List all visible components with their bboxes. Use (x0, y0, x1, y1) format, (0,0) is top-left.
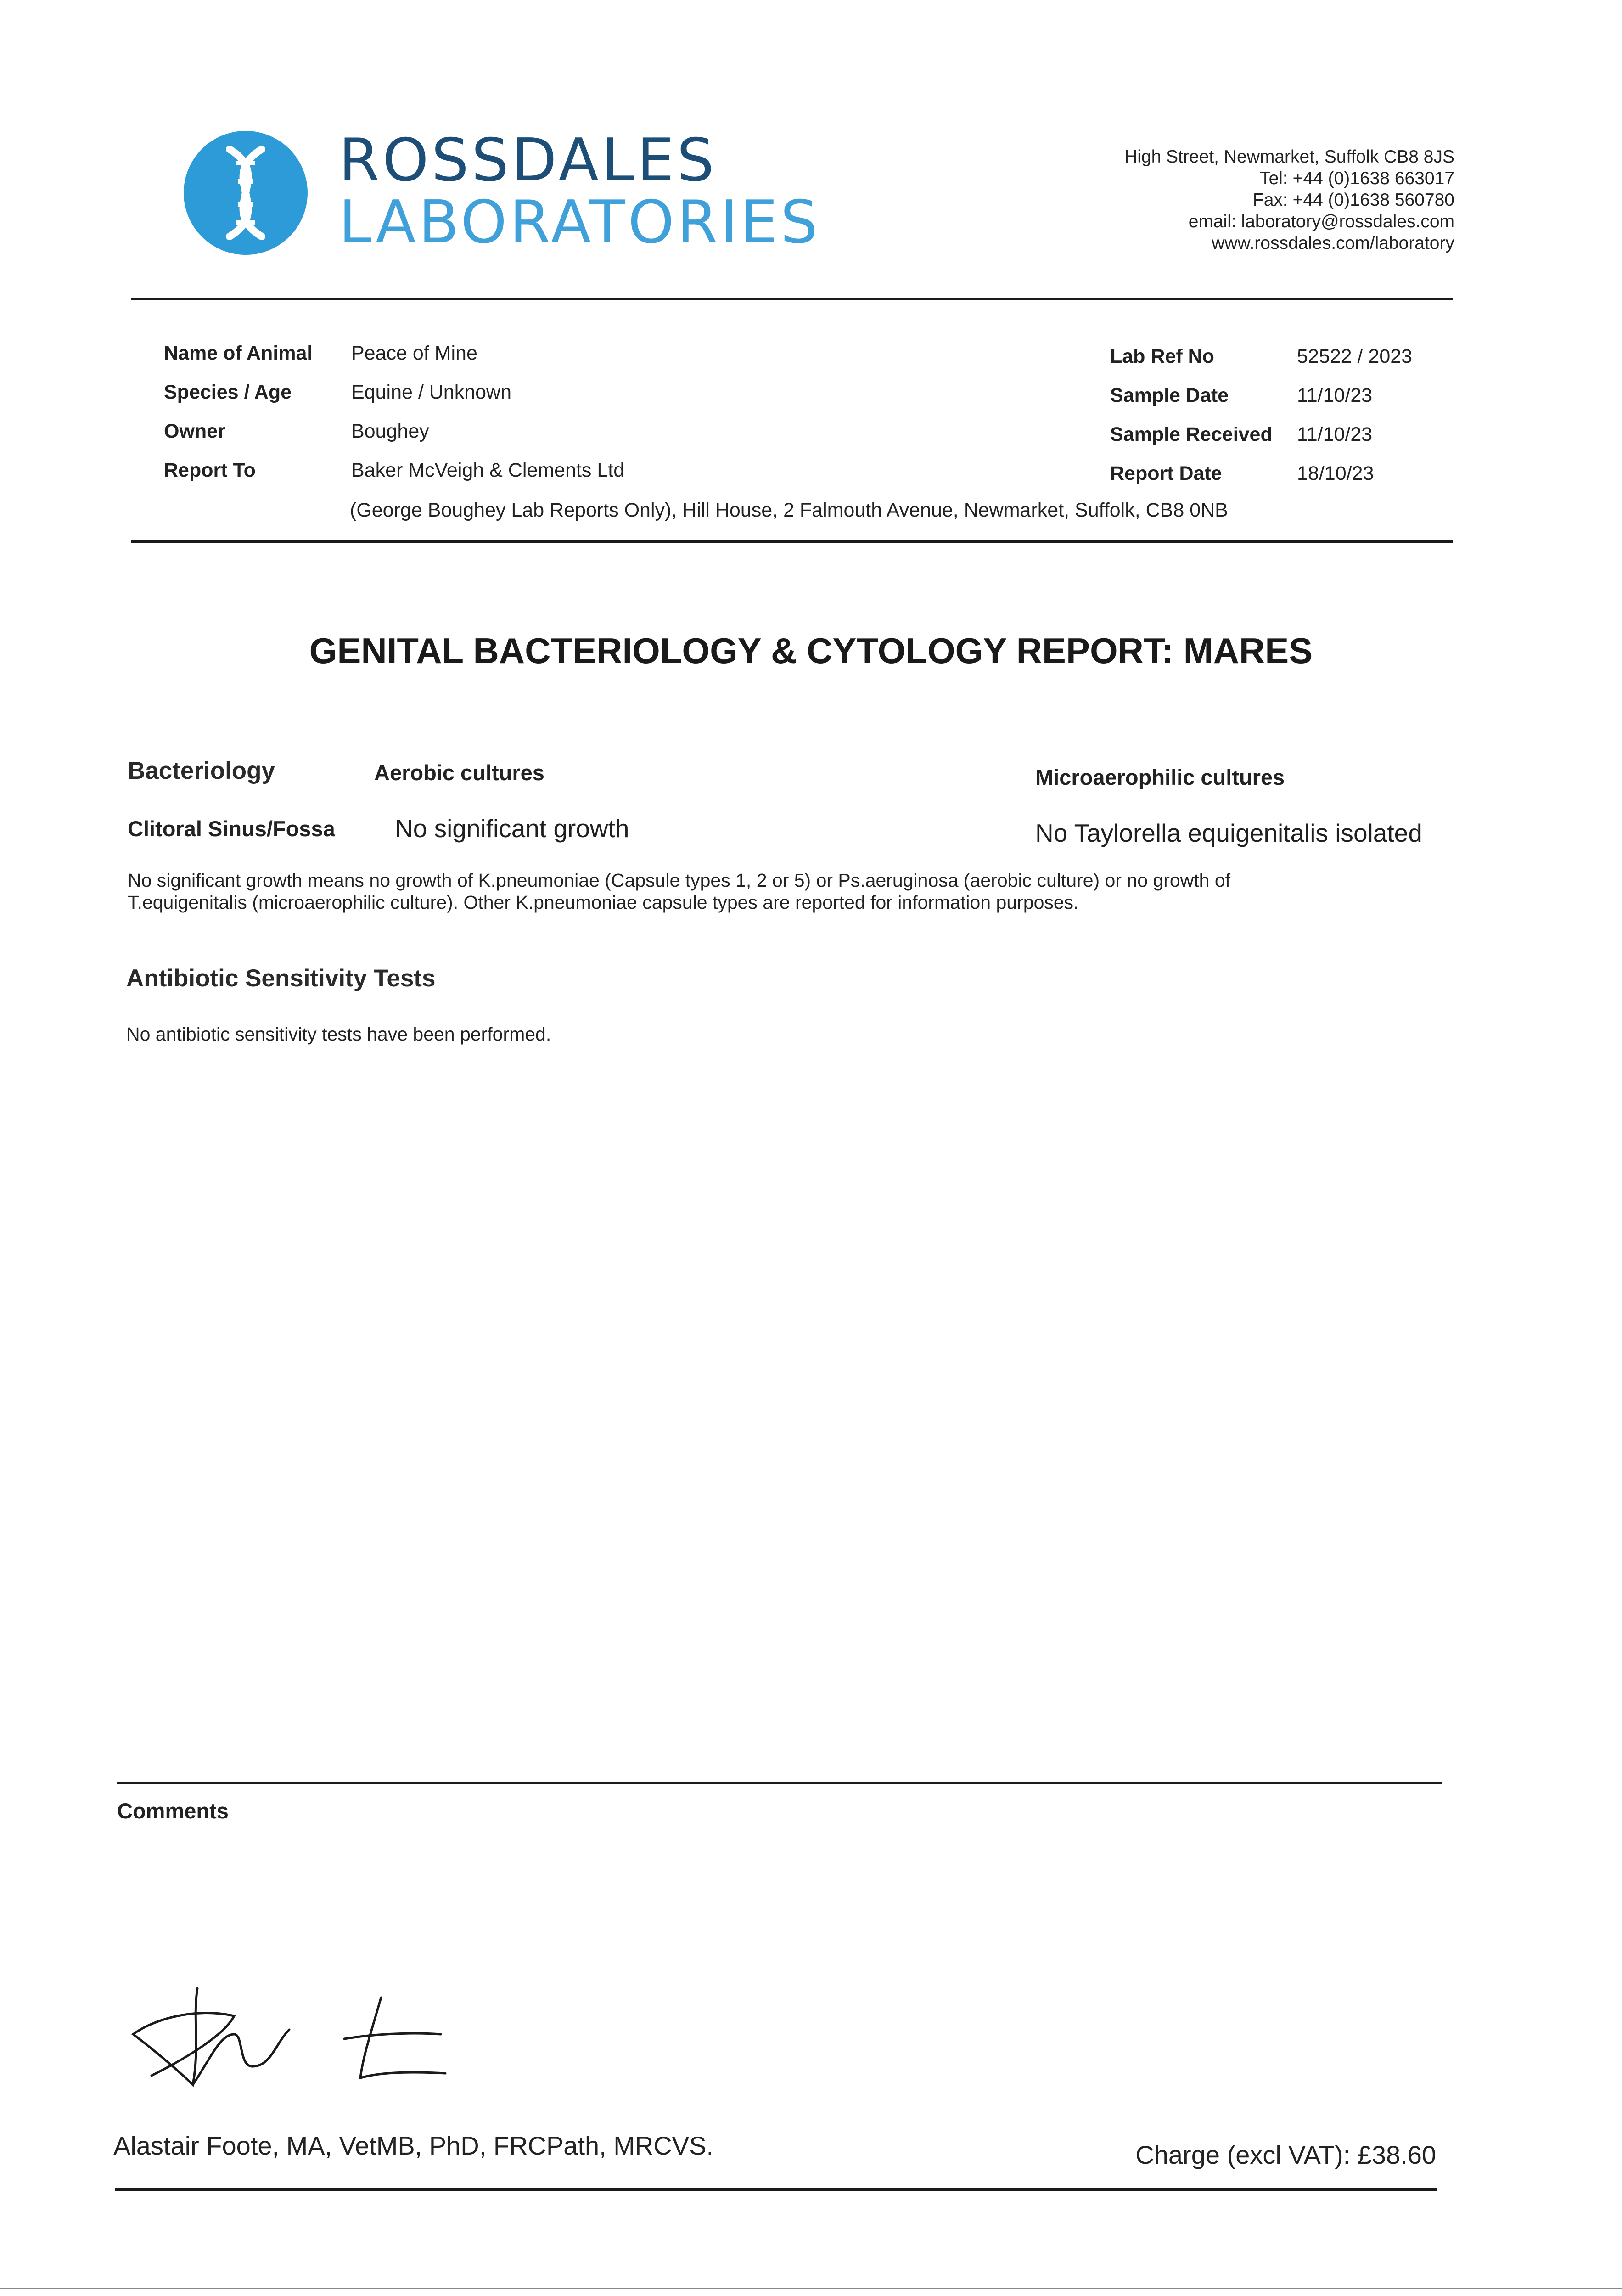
aerobic-result: No significant growth (395, 814, 629, 843)
brand-name-line2: LABORATORIES (339, 188, 821, 257)
owner-value: Boughey (351, 420, 429, 442)
address-line: High Street, Newmarket, Suffolk CB8 8JS (1124, 147, 1454, 167)
signatory-name: Alastair Foote, MA, VetMB, PhD, FRCPath, MRCVS. (113, 2131, 714, 2160)
report-to-label: Report To (164, 459, 256, 481)
sample-date-label: Sample Date (1110, 384, 1229, 406)
sample-received-value: 11/10/23 (1297, 423, 1373, 445)
note-line: T.equigenitalis (microaerophilic culture). Other K.pneumoniae capsule types are reported for information purposes. (128, 892, 1079, 913)
sample-site-label: Clitoral Sinus/Fossa (128, 816, 335, 841)
name-of-animal-value: Peace of Mine (351, 342, 477, 364)
info-divider (131, 540, 1453, 543)
sample-date-value: 11/10/23 (1297, 384, 1373, 406)
footer-divider (115, 2188, 1437, 2191)
name-of-animal-label: Name of Animal (164, 342, 313, 364)
report-date-value: 18/10/23 (1297, 462, 1374, 484)
species-age-value: Equine / Unknown (351, 381, 511, 403)
microaerophilic-result: No Taylorella equigenitalis isolated (1035, 819, 1422, 847)
species-age-label: Species / Age (164, 381, 292, 403)
comments-heading: Comments (117, 1799, 229, 1823)
microaerophilic-cultures-heading: Microaerophilic cultures (1035, 765, 1285, 789)
page-edge-line (0, 2288, 1622, 2289)
report-title: GENITAL BACTERIOLOGY & CYTOLOGY REPORT: MARES (309, 630, 1313, 671)
report-to-value: Baker McVeigh & Clements Ltd (351, 459, 625, 481)
report-to-address: (George Boughey Lab Reports Only), Hill House, 2 Falmouth Avenue, Newmarket, Suffolk, CB8 0NB (350, 499, 1228, 521)
report-date-label: Report Date (1110, 462, 1222, 484)
website-line: www.rossdales.com/laboratory (1212, 233, 1454, 253)
charge-amount: Charge (excl VAT): £38.60 (1135, 2140, 1436, 2169)
brand-name-line1: ROSSDALES (339, 126, 717, 195)
fax-line: Fax: +44 (0)1638 560780 (1252, 190, 1454, 210)
sample-received-label: Sample Received (1110, 423, 1273, 445)
owner-label: Owner (164, 420, 225, 442)
note-line: No significant growth means no growth of K.pneumoniae (Capsule types 1, 2 or 5) or Ps.aeruginosa (aerobic culture) or no growth of (128, 870, 1231, 891)
signature-image (124, 1979, 459, 2099)
dna-helix-icon (184, 131, 308, 255)
bacteriology-note (128, 869, 1459, 913)
antibiotic-text: No antibiotic sensitivity tests have been performed. (126, 1024, 551, 1045)
antibiotic-heading: Antibiotic Sensitivity Tests (126, 965, 436, 992)
lab-ref-label: Lab Ref No (1110, 345, 1214, 367)
bacteriology-heading: Bacteriology (128, 757, 275, 784)
aerobic-cultures-heading: Aerobic cultures (374, 760, 544, 785)
lab-ref-value: 52522 / 2023 (1297, 345, 1413, 367)
lab-address-block (1124, 146, 1454, 254)
phone-line: Tel: +44 (0)1638 663017 (1260, 169, 1454, 188)
comments-divider (117, 1782, 1442, 1784)
email-line: email: laboratory@rossdales.com (1188, 212, 1454, 231)
header-divider (131, 298, 1453, 300)
